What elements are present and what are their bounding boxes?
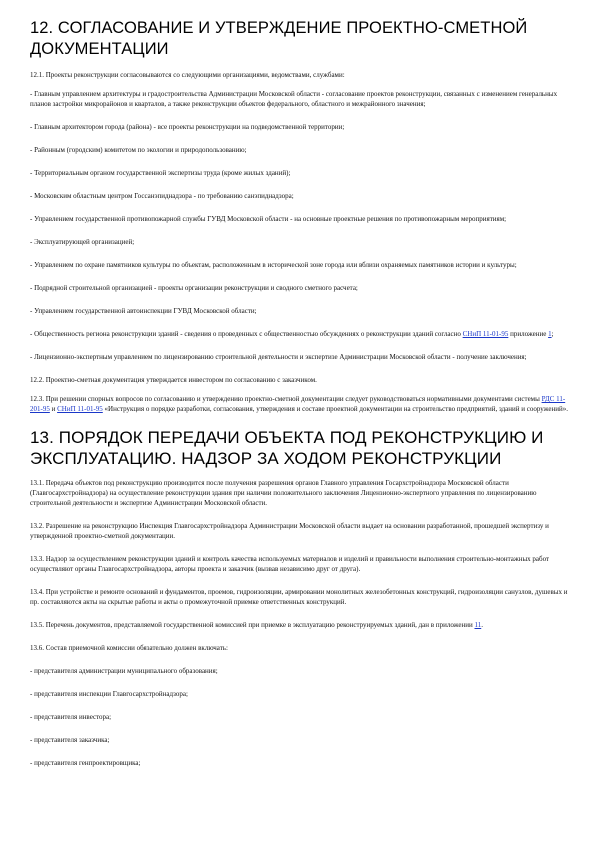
list-item-fire-service: - Управлением государственной противопожарной службы ГУВД Московской области - на основные проектные решения по противопожарным мероприятиям; bbox=[30, 215, 507, 223]
paragraph-13-4: 13.4. При устройстве и ремонте оснований и фундаментов, проемов, гидроизоляции, армировании монолитных железобетонных конструкций, гидроизоляции санузлов, душевых и пр. составляются акты на скрытые работы и акты о промежуточной приемке ответственных конструкций. bbox=[30, 588, 568, 606]
paragraph-12-3: 12.3. При решении спорных вопросов по согласованию и утверждению проектно-сметной документации следует руководствоваться нормативными документами системы РДС 11-201-95 и СНиП 11-01-95 «Инструкция о порядке разработки, согласования, утверждения и составе проектной документации на строительство предприятий, зданий и сооружений». bbox=[30, 395, 568, 413]
rds-link[interactable]: РДС 11-201-95 bbox=[30, 395, 566, 413]
list-item-license-expertise: - Лицензионно-экспертным управлением по лицензированию строительной деятельности и экспертизе Администрации Московской области - получение заключения; bbox=[30, 353, 527, 361]
list-item-operator: - Эксплуатирующей организацией; bbox=[30, 238, 135, 246]
paragraph-12-1: 12.1. Проекты реконструкции согласовываются со следующими организациями, ведомствами, службами: bbox=[30, 71, 345, 79]
section-13-heading: 13. ПОРЯДОК ПЕРЕДАЧИ ОБЪЕКТА ПОД РЕКОНСТРУКЦИЮ И ЭКСПЛУАТАЦИЮ. НАДЗОР ЗА ХОДОМ РЕКОНСТРУКЦИИ bbox=[30, 428, 544, 468]
member-investor: - представителя инвестора; bbox=[30, 713, 112, 721]
list-item-ecology: - Районным (городским) комитетом по экологии и природопользованию; bbox=[30, 146, 247, 154]
paragraph-13-2: 13.2. Разрешение на реконструкцию Инспекция Главгосархстройнадзора Администрации Московской области выдает на основании разработанной, прошедшей экспертизу и утвержденной проектно-сметной документации. bbox=[30, 522, 549, 540]
paragraph-13-6: 13.6. Состав приемочной комиссии обязательно должен включать: bbox=[30, 644, 228, 652]
member-customer: - представителя заказчика; bbox=[30, 736, 110, 744]
member-general-designer: - представителя генпроектировщика; bbox=[30, 759, 141, 767]
list-item-heritage: - Управлением по охране памятников культуры по объектам, расположенным в исторической зоне города или вблизи охраняемых памятников истории и культуры; bbox=[30, 261, 517, 269]
list-item-sanepid: - Московским областным центром Госсанэпиднадзора - по требованию санэпиднадзора; bbox=[30, 192, 294, 200]
list-item-chief-architect: - Главным архитектором города (района) - все проекты реконструкции на подведомственной территории; bbox=[30, 123, 345, 131]
paragraph-13-1: 13.1. Передача объектов под реконструкцию производится после получения разрешения органов Главного управления Госархстройнадзора Московской области (Главгосархстройнадзора) на осуществление реконструкции здания при наличии положительного заключения Лицензионно-экспертного управления по лицензированию строительной деятельности и экспертизе Администрации Московской области. bbox=[30, 479, 537, 507]
member-inspection: - представителя инспекции Главгосархстройнадзора; bbox=[30, 690, 188, 698]
member-municipal: - представителя администрации муниципального образования; bbox=[30, 667, 218, 675]
list-item-architecture: - Главным управлением архитектуры и градостроительства Администрации Московской области - согласование проектов реконструкции, связанных с изменением генеральных планов застройки микрорайонов и кварталов, а также реконструкции объектов федерального, областного и межрайонного значения; bbox=[30, 90, 558, 108]
list-item-labor-expertise: - Территориальным органом государственной экспертизы труда (кроме жилых зданий); bbox=[30, 169, 291, 177]
paragraph-13-3: 13.3. Надзор за осуществлением реконструкции зданий и контроль качества используемых материалов и изделий и правильности выполнения строительно-монтажных работ осуществляют органы Главгосархстройнадзора, авторы проекта и заказчик (вызвав независимо друг от друга). bbox=[30, 555, 550, 573]
appendix-1-link[interactable]: 1 bbox=[548, 330, 552, 338]
section-12-heading: 12. СОГЛАСОВАНИЕ И УТВЕРЖДЕНИЕ ПРОЕКТНО-СМЕТНОЙ ДОКУМЕНТАЦИИ bbox=[30, 19, 528, 58]
paragraph-12-2: 12.2. Проектно-сметная документация утверждается инвестором по согласованию с заказчиком. bbox=[30, 376, 317, 384]
list-item-public: - Общественность региона реконструкции зданий - сведения о проведенных с общественностью обсуждениях о реконструкции зданий согласно СНиП 11-01-95 приложение 1; bbox=[30, 330, 554, 338]
snip-link[interactable]: СНиП 11-01-95 bbox=[462, 330, 509, 338]
list-item-contractor: - Подрядной строительной организацией - проекты организации реконструкции и сводного сметного расчета; bbox=[30, 284, 358, 292]
paragraph-13-5: 13.5. Перечень документов, представляемой государственной комиссией при приемке в эксплуатацию реконструируемых зданий, дан в приложении 11. bbox=[30, 621, 483, 629]
appendix-11-link[interactable]: 11 bbox=[474, 621, 482, 629]
snip-link-2[interactable]: СНиП 11-01-95 bbox=[57, 405, 103, 413]
list-item-traffic-police: - Управлением государственной автоинспекции ГУВД Московской области; bbox=[30, 307, 257, 315]
